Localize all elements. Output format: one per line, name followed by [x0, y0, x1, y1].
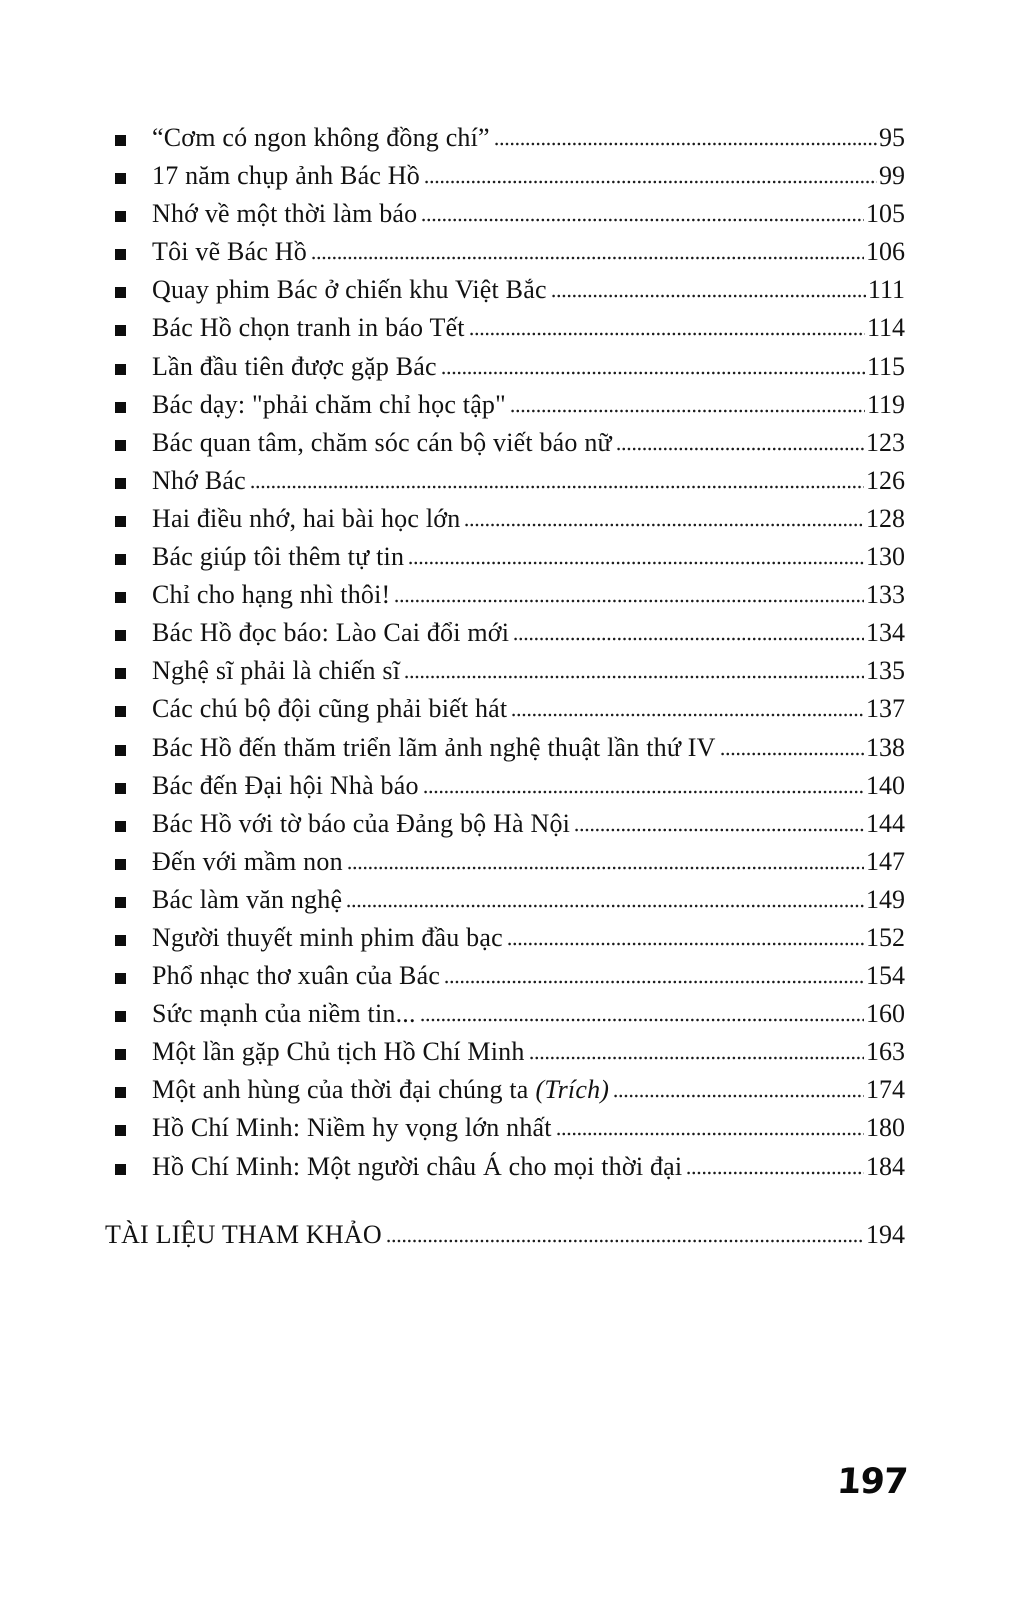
- dot-leader: [404, 675, 864, 679]
- toc-entry-row: [115, 805, 905, 843]
- toc-entry-title: Bác dạy: "phải chăm chỉ học tập": [152, 389, 506, 419]
- toc-entry-row: [115, 1033, 905, 1071]
- toc-entry-row: [115, 1071, 905, 1109]
- dot-leader: [507, 942, 864, 946]
- toc-entry-page: 160: [866, 999, 905, 1029]
- toc-entry-title: Bác Hồ đến thăm triển lãm ảnh nghệ thuật lần thứ IV: [152, 732, 716, 762]
- toc-entry-page: 95: [879, 123, 905, 152]
- dot-leader: [386, 1239, 864, 1243]
- toc-entry-title-italic: (Trích): [535, 1075, 610, 1105]
- toc-entry-row: [115, 957, 905, 995]
- toc-entry-page: 154: [866, 961, 905, 991]
- toc-entry-title: Người thuyết minh phim đầu bạc: [152, 922, 503, 952]
- bullet-square-icon: [115, 440, 126, 451]
- dot-leader: [510, 409, 865, 413]
- bullet-square-icon: [115, 287, 126, 298]
- bullet-square-icon: [115, 135, 126, 146]
- toc-entry-title: Tôi vẽ Bác Hồ: [152, 237, 307, 267]
- toc-entry-title: Lần đầu tiên được gặp Bác: [152, 351, 437, 381]
- toc-entry-page: 114: [866, 313, 905, 343]
- dot-leader: [720, 752, 864, 756]
- dot-leader: [616, 447, 864, 451]
- toc-entry-page: 126: [866, 465, 905, 495]
- bullet-square-icon: [115, 745, 126, 756]
- toc-entry-title: Bác Hồ với tờ báo của Đảng bộ Hà Nội: [152, 808, 571, 838]
- bullet-square-icon: [115, 554, 126, 565]
- toc-entry-page: 133: [866, 580, 905, 610]
- toc-entry-page: 184: [866, 1151, 905, 1181]
- dot-leader: [494, 142, 877, 146]
- toc-entry-row: [115, 538, 905, 576]
- bullet-square-icon: [115, 325, 126, 336]
- dot-leader: [511, 713, 864, 717]
- toc-entry-page: 180: [866, 1113, 905, 1143]
- dot-leader: [250, 485, 864, 489]
- toc-entry-title: Nhớ về một thời làm báo: [152, 199, 418, 229]
- toc-entry-title: Hồ Chí Minh: Một người châu Á cho mọi thời đại: [152, 1151, 683, 1181]
- bullet-square-icon: [115, 783, 126, 794]
- bullet-square-icon: [115, 516, 126, 527]
- bullet-square-icon: [115, 364, 126, 375]
- bullet-square-icon: [115, 821, 126, 832]
- toc-entry-page: 144: [866, 808, 905, 838]
- toc-entry-page: 138: [866, 732, 905, 762]
- page-number: 197: [835, 1462, 909, 1502]
- dot-leader: [424, 180, 877, 184]
- toc-entry-row: [115, 919, 905, 957]
- toc-entry-title: Bác làm văn nghệ: [152, 884, 343, 914]
- toc-entry-row: [115, 576, 905, 614]
- toc-entry-title: Phổ nhạc thơ xuân của Bác: [152, 961, 441, 991]
- toc-entry-row: [115, 348, 905, 386]
- toc-entry-row: [115, 881, 905, 919]
- toc-entry-row: [115, 462, 905, 500]
- dot-leader: [311, 256, 864, 260]
- reference-row: [105, 1216, 905, 1254]
- toc-entry-page: 123: [866, 427, 905, 457]
- toc-entry-row: [115, 500, 905, 538]
- toc-entry-page: 134: [866, 618, 905, 648]
- bullet-square-icon: [115, 1087, 126, 1098]
- dot-leader: [423, 790, 864, 794]
- toc-entry-row: [115, 729, 905, 767]
- toc-entry-row: [115, 233, 905, 271]
- toc-entry-page: 99: [879, 161, 905, 191]
- toc-entry-title: Hai điều nhớ, hai bài học lớn: [152, 503, 461, 533]
- toc-entry-title: Nghệ sĩ phải là chiến sĩ: [152, 656, 401, 686]
- dot-leader: [513, 637, 864, 641]
- dot-leader: [441, 371, 865, 375]
- toc-entry-page: 163: [866, 1037, 905, 1067]
- toc-entry-page: 140: [866, 770, 905, 800]
- bullet-square-icon: [115, 706, 126, 717]
- toc-entry-title: Bác quan tâm, chăm sóc cán bộ viết báo nữ: [152, 427, 612, 457]
- toc-entry-title: “Cơm có ngon không đồng chí”: [152, 123, 490, 152]
- bullet-square-icon: [115, 1011, 126, 1022]
- dot-leader: [346, 904, 864, 908]
- toc-list: [105, 119, 905, 1254]
- toc-entry-title: Bác đến Đại hội Nhà báo: [152, 770, 419, 800]
- toc-entry-page: 147: [866, 846, 905, 876]
- toc-entry-page: 115: [866, 351, 905, 381]
- dot-leader: [574, 828, 864, 832]
- bullet-square-icon: [115, 630, 126, 641]
- bullet-square-icon: [115, 592, 126, 603]
- toc-entry-title: Bác Hồ chọn tranh in báo Tết: [152, 313, 465, 343]
- bullet-square-icon: [115, 859, 126, 870]
- reference-title: TÀI LIỆU THAM KHẢO: [105, 1219, 382, 1249]
- toc-entry-title: Một lần gặp Chủ tịch Hồ Chí Minh: [152, 1037, 525, 1067]
- toc-entry-page: 174: [866, 1075, 905, 1105]
- bullet-square-icon: [115, 935, 126, 946]
- bullet-square-icon: [115, 1049, 126, 1060]
- toc-entry-title: Chỉ cho hạng nhì thôi!: [152, 580, 391, 610]
- toc-entry-title: Quay phim Bác ở chiến khu Việt Bắc: [152, 275, 547, 305]
- toc-entry-page: 128: [866, 503, 905, 533]
- dot-leader: [394, 599, 864, 603]
- toc-entry-title: Các chú bộ đội cũng phải biết hát: [152, 694, 508, 724]
- toc-entry-row: [115, 119, 905, 157]
- bullet-square-icon: [115, 973, 126, 984]
- toc-entry-row: [115, 614, 905, 652]
- toc-entry-page: 137: [866, 694, 905, 724]
- reference-page: 194: [866, 1219, 905, 1249]
- toc-entry-page: 111: [867, 275, 905, 305]
- toc-entry-row: [115, 271, 905, 309]
- toc-entry-title: Sức mạnh của niềm tin...: [152, 999, 416, 1029]
- dot-leader: [613, 1094, 864, 1098]
- toc-entry-page: 135: [866, 656, 905, 686]
- toc-entry-row: [115, 1109, 905, 1147]
- dot-leader: [556, 1132, 864, 1136]
- toc-entry-row: [115, 386, 905, 424]
- toc-entry-row: [115, 195, 905, 233]
- dot-leader: [420, 1018, 864, 1022]
- toc-entry-page: 105: [866, 199, 905, 229]
- toc-entry-title: Bác Hồ đọc báo: Lào Cai đổi mới: [152, 618, 510, 648]
- bullet-square-icon: [115, 478, 126, 489]
- toc-entry-title: Một anh hùng của thời đại chúng ta: [152, 1075, 529, 1105]
- toc-entry-row: [115, 157, 905, 195]
- toc-entry-row: [115, 843, 905, 881]
- bullet-square-icon: [115, 1125, 126, 1136]
- bullet-square-icon: [115, 1164, 126, 1175]
- toc-entry-row: [115, 767, 905, 805]
- toc-entry-title: Bác giúp tôi thêm tự tin: [152, 542, 405, 572]
- bullet-square-icon: [115, 211, 126, 222]
- dot-leader: [469, 332, 865, 336]
- toc-entry-title: Đến với mầm non: [152, 846, 343, 876]
- toc-entry-page: 130: [866, 542, 905, 572]
- toc-entry-title: Hồ Chí Minh: Niềm hy vọng lớn nhất: [152, 1113, 552, 1143]
- dot-leader: [347, 866, 864, 870]
- toc-entry-row: [115, 424, 905, 462]
- bullet-square-icon: [115, 668, 126, 679]
- toc-entry-row: [115, 1148, 905, 1186]
- bullet-square-icon: [115, 402, 126, 413]
- dot-leader: [686, 1171, 864, 1175]
- toc-entry-title: 17 năm chụp ảnh Bác Hồ: [152, 161, 420, 191]
- toc-entry-page: 149: [866, 884, 905, 914]
- dot-leader: [551, 294, 866, 298]
- toc-entry-row: [115, 690, 905, 728]
- toc-entry-row: [115, 309, 905, 347]
- dot-leader: [421, 218, 864, 222]
- toc-entry-page: 119: [866, 389, 905, 419]
- toc-entry-title: Nhớ Bác: [152, 465, 246, 495]
- toc-entry-row: [115, 652, 905, 690]
- toc-entry-page: 106: [866, 237, 905, 267]
- bullet-square-icon: [115, 897, 126, 908]
- toc-entry-row: [115, 995, 905, 1033]
- dot-leader: [464, 523, 864, 527]
- dot-leader: [444, 980, 864, 984]
- toc-entry-page: 152: [866, 922, 905, 952]
- dot-leader: [408, 561, 864, 565]
- bullet-square-icon: [115, 249, 126, 260]
- dot-leader: [529, 1056, 864, 1060]
- bullet-square-icon: [115, 173, 126, 184]
